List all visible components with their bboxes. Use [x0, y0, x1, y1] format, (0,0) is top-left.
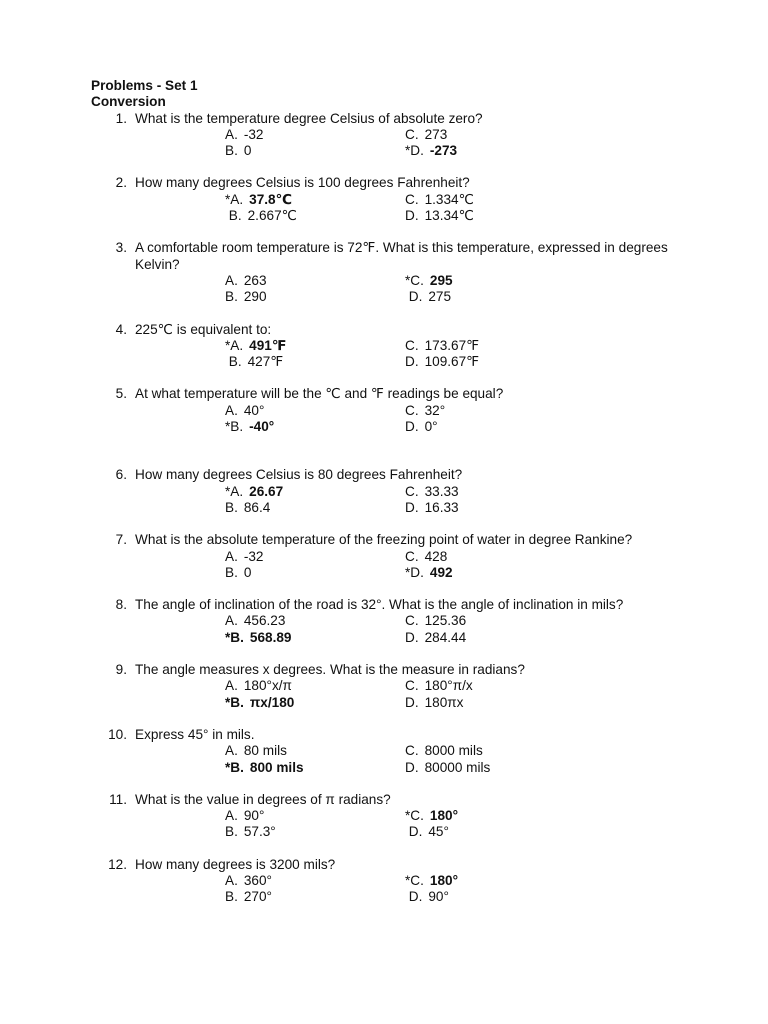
choice-label: B. [225, 499, 238, 515]
answer-choices [135, 484, 711, 517]
choice-value: 80000 mils [424, 759, 491, 775]
answer-choice [225, 565, 251, 581]
choice-value: 180° [429, 808, 459, 824]
answer-choice [225, 403, 264, 419]
question-number: 11. [109, 791, 127, 807]
answer-choice [405, 419, 438, 435]
choice-label: A. [225, 613, 238, 629]
choice-label: D. [405, 208, 419, 224]
answer-choice [225, 273, 267, 289]
choice-label: D. [405, 824, 423, 840]
question-text: What is the value in degrees of π radians? [135, 791, 391, 807]
choice-value: 32° [424, 402, 446, 418]
choice-value: 37.8℃ [249, 191, 293, 207]
answer-choice-correct [405, 808, 458, 824]
answer-choice [225, 824, 276, 840]
choice-label: D. [405, 419, 419, 435]
choice-label: D. [405, 694, 419, 710]
answer-choice-correct [405, 873, 458, 889]
choice-label: *C. [405, 272, 424, 288]
choice-label: C. [405, 678, 419, 694]
question-number: 4. [115, 321, 127, 337]
choice-value: 86.4 [243, 499, 271, 515]
choice-label: A. [225, 126, 238, 142]
choice-value: 90° [428, 889, 449, 905]
answer-choice [225, 743, 287, 759]
choice-value: 180°π/x [424, 678, 473, 694]
choice-value: 2.667℃ [247, 208, 297, 224]
answer-choice [225, 549, 264, 565]
question-list [91, 111, 711, 906]
answer-choices [135, 273, 711, 306]
choice-value: πx/180 [249, 694, 295, 710]
choice-label: B. [225, 889, 238, 905]
choice-value: 284.44 [424, 629, 467, 645]
choice-label: C. [405, 743, 419, 759]
answer-choice-correct [225, 484, 283, 500]
choice-value: 33.33 [424, 483, 459, 499]
answer-choice-correct [405, 565, 453, 581]
choice-value: 263 [243, 272, 267, 288]
question-item [91, 662, 711, 711]
choice-value: 275 [428, 289, 452, 305]
choice-label: D. [405, 354, 419, 370]
choice-label: A. [225, 872, 238, 888]
question-item [91, 467, 711, 516]
question-item [91, 727, 711, 776]
choice-value: 427℉ [247, 354, 284, 370]
choice-label: C. [405, 337, 419, 353]
choice-label: B. [225, 354, 242, 370]
choice-label: *B. [225, 759, 244, 775]
answer-choice [405, 889, 449, 905]
answer-choices [135, 678, 711, 711]
answer-choice [405, 192, 474, 208]
choice-label: A. [225, 678, 238, 694]
choice-value: 90° [243, 808, 265, 824]
question-text: The angle of inclination of the road is 32°. What is the angle of inclination in mils? [135, 597, 624, 613]
question-text: Express 45° in mils. [135, 726, 255, 742]
choice-label: D. [405, 629, 419, 645]
question-number: 12. [108, 856, 127, 872]
question-text: A comfortable room temperature is 72℉. What is this temperature, expressed in degrees Kelvin? [135, 240, 668, 272]
choice-value: 80 mils [243, 743, 287, 759]
choice-label: A. [225, 402, 238, 418]
document-page [91, 78, 711, 906]
choice-label: A. [225, 743, 238, 759]
answer-choice [405, 824, 449, 840]
choice-label: *B. [225, 694, 244, 710]
choice-value: -40° [249, 419, 275, 435]
question-item [91, 792, 711, 841]
choice-label: B. [225, 564, 238, 580]
question-text: At what temperature will be the ℃ and ℉ readings be equal? [135, 386, 504, 402]
choice-value: 428 [424, 548, 448, 564]
choice-value: 491℉ [249, 337, 287, 353]
choice-label: B. [225, 208, 242, 224]
choice-value: 16.33 [424, 499, 459, 515]
question-item [91, 322, 711, 371]
answer-choice-correct [225, 760, 304, 776]
choice-value: 180° [429, 872, 459, 888]
choice-value: 180πx [424, 694, 464, 710]
answer-choices [135, 743, 711, 776]
choice-value: 0 [243, 143, 252, 159]
choice-label: C. [405, 126, 419, 142]
choice-value: 273 [424, 126, 448, 142]
choice-label: D. [405, 499, 419, 515]
document-title: Problems - Set 1 [91, 78, 198, 93]
question-number: 6. [115, 467, 127, 483]
choice-value: -32 [243, 548, 264, 564]
choice-label: C. [405, 402, 419, 418]
answer-choice-correct [225, 630, 291, 646]
choice-label: *C. [405, 808, 424, 824]
choice-label: D. [405, 289, 423, 305]
choice-value: -32 [243, 126, 264, 142]
choice-value: 45° [428, 824, 449, 840]
choice-label: C. [405, 613, 419, 629]
choice-value: 109.67℉ [424, 354, 480, 370]
choice-label: A. [225, 548, 238, 564]
question-text: How many degrees Celsius is 100 degrees Fahrenheit? [135, 175, 470, 191]
choice-value: 492 [429, 564, 453, 580]
question-item [91, 175, 711, 224]
question-number: 5. [115, 386, 127, 402]
choice-label: C. [405, 548, 419, 564]
answer-choice [225, 500, 270, 516]
choice-value: 295 [429, 272, 453, 288]
choice-value: 0 [243, 564, 252, 580]
answer-choice [405, 500, 459, 516]
answer-choice-correct [225, 419, 274, 435]
answer-choice [225, 889, 272, 905]
question-item [91, 597, 711, 646]
answer-choice [405, 678, 473, 694]
choice-value: 456.23 [243, 613, 286, 629]
choice-label: A. [225, 272, 238, 288]
choice-label: *B. [225, 419, 244, 435]
answer-choice-correct [225, 338, 287, 354]
question-number: 8. [115, 597, 127, 613]
choice-value: 13.34℃ [424, 208, 474, 224]
question-item [91, 857, 711, 906]
answer-choice-correct [225, 695, 294, 711]
choice-value: 173.67℉ [424, 337, 480, 353]
question-text: What is the absolute temperature of the freezing point of water in degree Rankine? [135, 532, 633, 548]
section-heading: Conversion [91, 94, 166, 110]
question-item [91, 240, 711, 305]
choice-value: 180°x/π [243, 678, 292, 694]
choice-label: *A. [225, 483, 244, 499]
question-text: How many degrees is 3200 mils? [135, 856, 336, 872]
choice-value: 1.334℃ [424, 191, 474, 207]
question-text: The angle measures x degrees. What is the measure in radians? [135, 662, 525, 678]
question-number: 9. [115, 662, 127, 678]
answer-choice [405, 208, 474, 224]
question-number: 10. [108, 726, 127, 742]
choice-label: B. [225, 143, 238, 159]
choice-value: 270° [243, 889, 272, 905]
answer-choices [135, 403, 711, 436]
choice-value: 290 [243, 289, 267, 305]
choice-value: 0° [424, 419, 438, 435]
answer-choices [135, 192, 711, 225]
choice-value: 26.67 [249, 483, 284, 499]
answer-choice [405, 743, 483, 759]
question-number: 7. [115, 532, 127, 548]
choice-label: *D. [405, 564, 424, 580]
answer-choice [405, 630, 466, 646]
question-number: 1. [115, 110, 127, 126]
answer-choices [135, 338, 711, 371]
answer-choice [225, 873, 272, 889]
answer-choices [135, 549, 711, 582]
choice-label: D. [405, 759, 419, 775]
answer-choice-correct [225, 192, 292, 208]
question-item [91, 386, 711, 435]
answer-choice [405, 760, 490, 776]
choice-label: C. [405, 483, 419, 499]
answer-choice [405, 484, 459, 500]
question-item [91, 532, 711, 581]
question-item [91, 111, 711, 160]
choice-label: *A. [225, 337, 244, 353]
answer-choice-correct [405, 143, 457, 159]
answer-choice [405, 127, 447, 143]
choice-label: *D. [405, 143, 424, 159]
answer-choice [225, 678, 292, 694]
choice-value: 568.89 [249, 629, 292, 645]
answer-choice [405, 403, 445, 419]
choice-value: 40° [243, 402, 265, 418]
answer-choice [405, 289, 451, 305]
answer-choice [225, 143, 251, 159]
choice-value: 125.36 [424, 613, 467, 629]
choice-value: 8000 mils [424, 743, 483, 759]
answer-choice [405, 354, 479, 370]
choice-label: B. [225, 824, 238, 840]
answer-choice [225, 613, 285, 629]
answer-choices [135, 613, 711, 646]
choice-label: *B. [225, 629, 244, 645]
choice-value: 360° [243, 872, 272, 888]
answer-choice [405, 549, 447, 565]
choice-label: *C. [405, 872, 424, 888]
question-text: 225℃ is equivalent to: [135, 321, 272, 337]
choice-value: 800 mils [249, 759, 304, 775]
choice-label: D. [405, 889, 423, 905]
answer-choices [135, 873, 711, 906]
choice-label: *A. [225, 191, 244, 207]
answer-choice [405, 613, 466, 629]
question-text: What is the temperature degree Celsius of absolute zero? [135, 110, 483, 126]
answer-choices [135, 127, 711, 160]
answer-choice [225, 208, 297, 224]
choice-label: B. [225, 289, 238, 305]
choice-label: A. [225, 808, 238, 824]
choice-value: -273 [429, 143, 458, 159]
answer-choices [135, 808, 711, 841]
answer-choice [225, 127, 264, 143]
answer-choice-correct [405, 273, 453, 289]
answer-choice [405, 338, 479, 354]
answer-choice [405, 695, 463, 711]
answer-choice [225, 808, 264, 824]
choice-label: C. [405, 191, 419, 207]
question-number: 3. [115, 240, 127, 256]
question-number: 2. [115, 175, 127, 191]
choice-value: 57.3° [243, 824, 276, 840]
question-text: How many degrees Celsius is 80 degrees Fahrenheit? [135, 467, 463, 483]
answer-choice [225, 354, 283, 370]
answer-choice [225, 289, 267, 305]
